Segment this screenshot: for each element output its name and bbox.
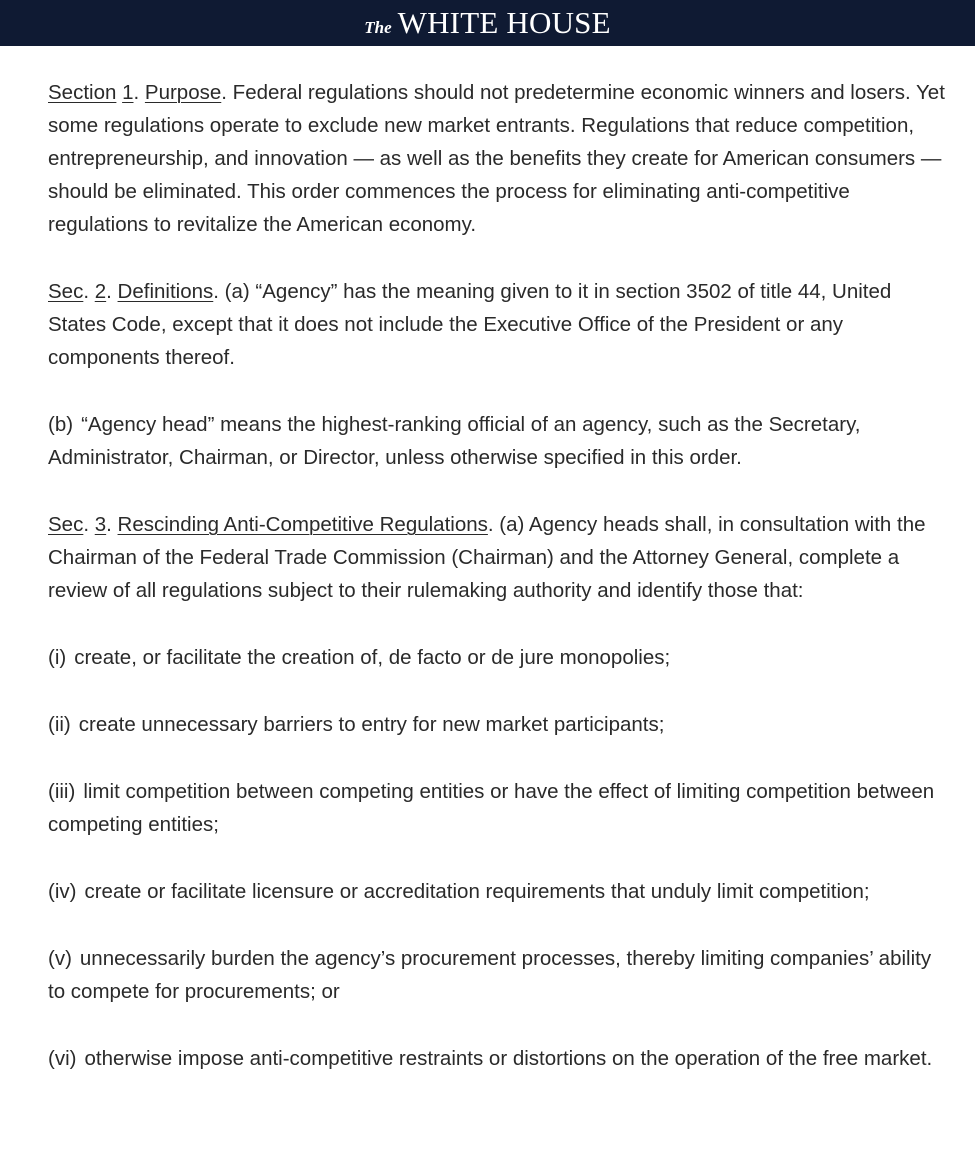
list-item-text: limit competition between competing entities or have the effect of limiting competition between competing entities; — [48, 780, 935, 836]
list-item-text: create or facilitate licensure or accreditation requirements that unduly limit competition; — [84, 880, 870, 903]
section-1: Section 1. Purpose. Federal regulations should not predetermine economic winners and losers. Yet some regulations operate to exclude new market entrants. Regulations that reduce competition, entrepreneurship, and innovation — as well as the benefits they create for American consumers — should be eliminated. This order commences the process for eliminating anti-competitive regulations to revitalize the American economy. — [48, 81, 945, 236]
list-item-marker: (vi) — [48, 1047, 77, 1070]
list-item — [48, 775, 948, 841]
section-2-title: Definitions — [117, 280, 214, 303]
section-1-text: Federal regulations should not predetermine economic winners and losers. Yet some regulations operate to exclude new market entrants. Regulations that reduce competition, entrepreneurship, and innovation — as well as the benefits they create for American consumers — should be eliminated. This order commences the process for eliminating anti-competitive regulations to revitalize the American economy. — [48, 81, 945, 236]
section-3-number: 3 — [94, 513, 107, 536]
list-item-text: create unnecessary barriers to entry for new market participants; — [78, 713, 665, 736]
section-1-number: 1 — [122, 81, 134, 104]
section-3-title: Rescinding Anti-Competitive Regulations — [117, 513, 488, 536]
list-item-text: otherwise impose anti-competitive restraints or distortions on the operation of the free market. — [84, 1047, 933, 1070]
section-3-label: Sec — [48, 513, 84, 536]
section-1-title: Purpose — [144, 81, 222, 104]
list-item — [48, 1042, 948, 1075]
logo-the-text: The — [364, 18, 392, 37]
list-item-marker: (ii) — [48, 713, 71, 736]
section-2b-marker: (b) — [48, 413, 74, 436]
list-item-marker: (i) — [48, 646, 67, 669]
section-3: Sec. 3. Rescinding Anti-Competitive Regulations. (a) Agency heads shall, in consultation with the Chairman of the Federal Trade Commission (Chairman) and the Attorney General, complete a review of all regulations subject to their rulemaking authority and identify those that: — [48, 513, 926, 602]
section-2b-text: “Agency head” means the highest-ranking official of an agency, such as the Secretary, Administrator, Chairman, or Director, unless otherwise specified in this order. — [48, 413, 861, 469]
logo-main-text: WHITE HOUSE — [397, 5, 611, 40]
section-1-label: Section — [48, 81, 117, 104]
list-item — [48, 708, 948, 741]
section-2: Sec. 2. Definitions. (a) “Agency” has the meaning given to it in section 3502 of title 44, United States Code, except that it does not include the Executive Office of the President or any components thereof. — [48, 280, 892, 369]
white-house-logo[interactable] — [364, 5, 611, 41]
list-item — [48, 641, 948, 674]
list-item-marker: (iii) — [48, 780, 76, 803]
document-body — [48, 76, 948, 1109]
section-2-text: (a) “Agency” has the meaning given to it in section 3502 of title 44, United States Code, except that it does not include the Executive Office of the President or any components thereof. — [48, 280, 892, 369]
section-2-number: 2 — [94, 280, 107, 303]
site-header — [0, 0, 975, 46]
section-3-text: (a) Agency heads shall, in consultation with the Chairman of the Federal Trade Commission (Chairman) and the Attorney General, complete a review of all regulations subject to their rulemaking authority and identify those that: — [48, 513, 926, 602]
section-2b — [48, 408, 948, 474]
list-item-text: unnecessarily burden the agency’s procurement processes, thereby limiting companies’ ability to compete for procurements; or — [48, 947, 932, 1003]
list-item-marker: (iv) — [48, 880, 77, 903]
list-item — [48, 875, 948, 908]
list-item-marker: (v) — [48, 947, 72, 970]
section-2-label: Sec — [48, 280, 84, 303]
list-item — [48, 942, 948, 1008]
list-item-text: create, or facilitate the creation of, de facto or de jure monopolies; — [74, 646, 671, 669]
